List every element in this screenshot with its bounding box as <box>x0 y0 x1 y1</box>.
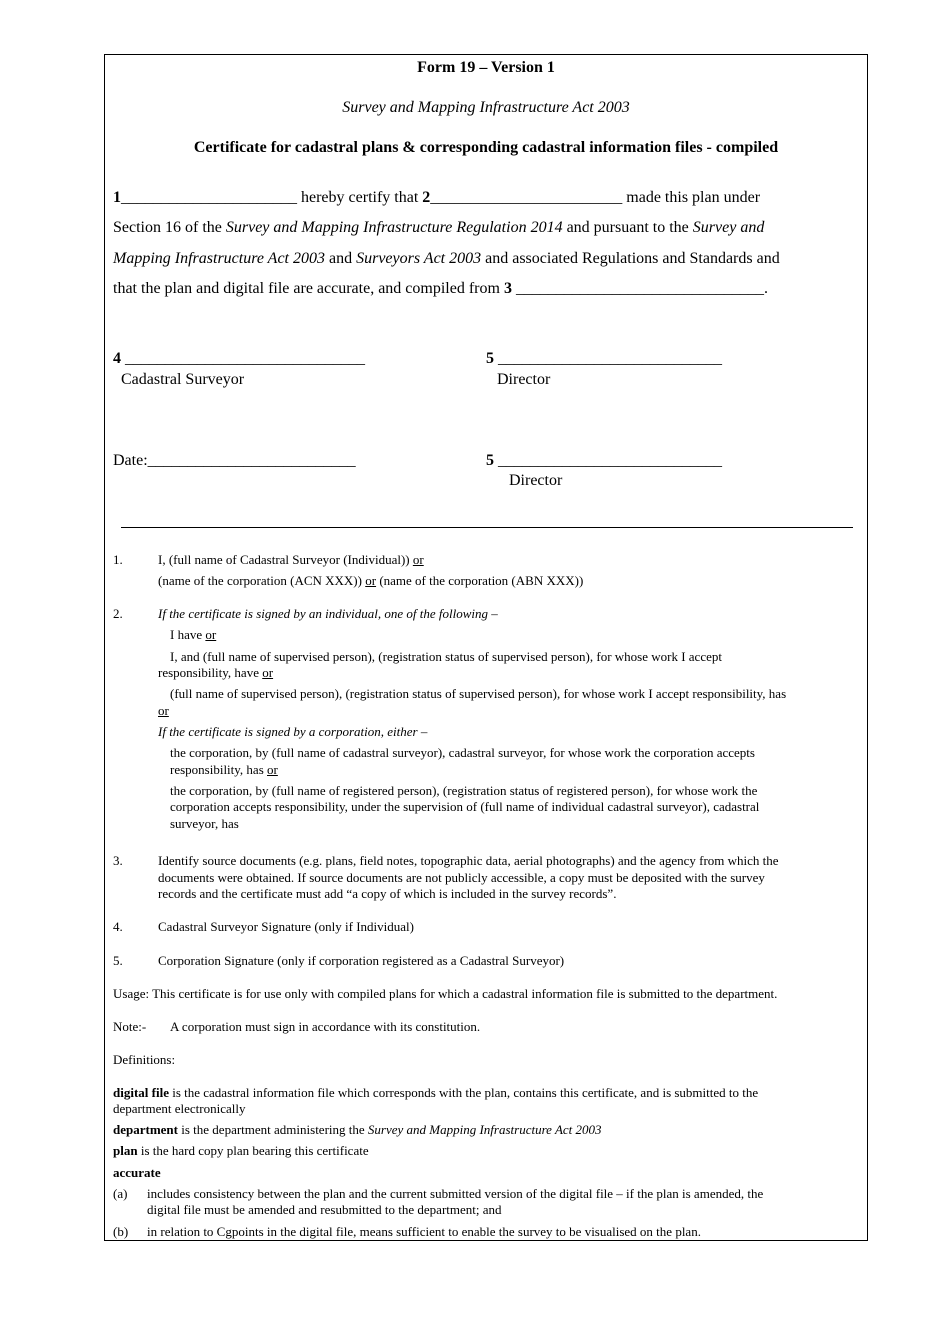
field-marker-5b: 5 <box>486 452 494 469</box>
note-3-line-3: records and the certificate must add “a copy of which is included in the survey records”. <box>158 886 617 901</box>
definition-plan: plan is the hard copy plan bearing this certificate <box>113 1143 369 1158</box>
definition-accurate-a-line-1: includes consistency between the plan and the current submitted version of the digital file – if the plan is amended, the <box>147 1186 764 1201</box>
note-2-corp-option-2-line-1: the corporation, by (full name of registered person), (registration status of registered person), for whose work the <box>170 783 758 798</box>
regulation-name: Survey and Mapping Infrastructure Regulation 2014 <box>225 219 563 236</box>
director-signature-blank-2[interactable]: ____________________________ <box>494 452 722 469</box>
note-2-option-1: I have or <box>170 627 217 642</box>
surveyor-name-blank[interactable]: ______________________ <box>121 189 297 206</box>
note-2-option-3-line-1: (full name of supervised person), (registration status of supervised person), for whose work I accept responsibility, has <box>170 686 787 701</box>
director-label-1: Director <box>497 371 551 388</box>
certification-line-3: Mapping Infrastructure Act 2003 and Surveyors Act 2003 and associated Regulations and Standards and <box>113 250 780 267</box>
note-2-corp-option-2-line-2: corporation accepts responsibility, under the supervision of (full name of individual cadastral surveyor), cadastral <box>170 799 760 814</box>
note-3-line-1: Identify source documents (e.g. plans, field notes, topographic data, aerial photographs) and the agency from which the <box>158 853 779 868</box>
surveyor-signature-line <box>113 350 365 368</box>
surveyor-signature-blank[interactable]: ______________________________ <box>121 350 365 367</box>
director-label-2: Director <box>509 472 563 489</box>
note-1-line-1: I, (full name of Cadastral Surveyor (Individual)) or <box>158 552 424 567</box>
field-marker-1: 1 <box>113 189 121 206</box>
note-5-text: Corporation Signature (only if corporation registered as a Cadastral Surveyor) <box>158 953 565 968</box>
field-marker-4: 4 <box>113 350 121 367</box>
note-text: A corporation must sign in accordance with its constitution. <box>170 1019 481 1034</box>
note-3-line-2: documents were obtained. If source documents are not publicly accessible, a copy must be deposited with the survey <box>158 870 765 885</box>
note-4-number: 4. <box>113 919 123 934</box>
certification-line-4: that the plan and digital file are accurate, and compiled from 3 _______________________________. <box>113 280 768 297</box>
definition-accurate-a-line-2: digital file must be amended and resubmitted to the department; and <box>147 1202 502 1217</box>
surveyors-act-name: Surveyors Act 2003 <box>356 250 482 267</box>
note-2-intro: If the certificate is signed by an individual, one of the following – <box>158 606 498 621</box>
note-2-number: 2. <box>113 606 123 621</box>
note-1-line-2: (name of the corporation (ACN XXX)) or (name of the corporation (ABN XXX)) <box>158 573 584 588</box>
term-digital-file: digital file <box>113 1085 169 1100</box>
note-2-corporation-intro: If the certificate is signed by a corporation, either – <box>158 724 428 739</box>
note-5-number: 5. <box>113 953 123 968</box>
source-blank[interactable]: _______________________________. <box>511 280 768 297</box>
date-line <box>113 452 356 470</box>
note-3-number: 3. <box>113 853 123 868</box>
definition-accurate-b-label: (b) <box>113 1224 129 1239</box>
note-2-corp-option-2-line-3: surveyor, has <box>170 816 239 831</box>
date-label: Date: <box>113 452 148 469</box>
note-2-option-3-or: or <box>158 703 169 718</box>
definition-digital-file-line-1: digital file is the cadastral information file which corresponds with the plan, contains this certificate, and is submitted to the <box>113 1085 759 1100</box>
term-plan: plan <box>113 1143 138 1158</box>
note-2-option-2-line-1: I, and (full name of supervised person), (registration status of supervised person), for whose work I accept <box>170 649 722 664</box>
date-blank[interactable]: __________________________ <box>147 452 356 469</box>
section-divider <box>121 527 853 528</box>
performer-blank[interactable]: ________________________ <box>430 189 623 206</box>
definition-accurate-a-label: (a) <box>113 1186 128 1201</box>
director-signature-line-2 <box>486 452 722 470</box>
certification-line-1: 1______________________ hereby certify that 2________________________ made this plan under <box>113 189 761 206</box>
field-marker-5a: 5 <box>486 350 494 367</box>
definition-department: department is the department administering the Survey and Mapping Infrastructure Act 2003 <box>113 1122 602 1137</box>
act-name: Survey and Mapping Infrastructure Act 2003 <box>342 99 630 116</box>
field-marker-2: 2 <box>422 189 431 206</box>
definition-accurate-b-text: in relation to Cgpoints in the digital file, means sufficient to enable the survey to be visualised on the plan. <box>147 1224 701 1239</box>
note-label: Note:- <box>113 1019 147 1034</box>
definition-digital-file-line-2: department electronically <box>113 1101 246 1116</box>
note-2-option-2-line-2: responsibility, have or <box>158 665 274 680</box>
form-title: Form 19 – Version 1 <box>417 59 555 76</box>
note-2-corp-option-1-line-1: the corporation, by (full name of cadastral surveyor), cadastral surveyor, for whose work the corporation accepts <box>170 745 755 760</box>
surveyor-label: Cadastral Surveyor <box>121 371 245 388</box>
director-signature-blank-1[interactable]: ____________________________ <box>494 350 722 367</box>
field-marker-3: 3 <box>503 280 512 297</box>
usage-text: Usage: This certificate is for use only with compiled plans for which a cadastral information file is submitted to the department. <box>113 986 778 1001</box>
definitions-label: Definitions: <box>113 1052 176 1067</box>
director-signature-line-1 <box>486 350 722 368</box>
term-accurate: accurate <box>113 1165 161 1180</box>
term-department: department <box>113 1122 178 1137</box>
note-1-number: 1. <box>113 552 123 567</box>
certificate-heading: Certificate for cadastral plans & corresponding cadastral information files - compiled <box>193 139 779 156</box>
note-2-corp-option-1-line-2: responsibility, has or <box>170 762 278 777</box>
certification-line-2: Section 16 of the Survey and Mapping Infrastructure Regulation 2014 and pursuant to the Survey and <box>113 219 765 236</box>
note-4-text: Cadastral Surveyor Signature (only if Individual) <box>158 919 414 934</box>
